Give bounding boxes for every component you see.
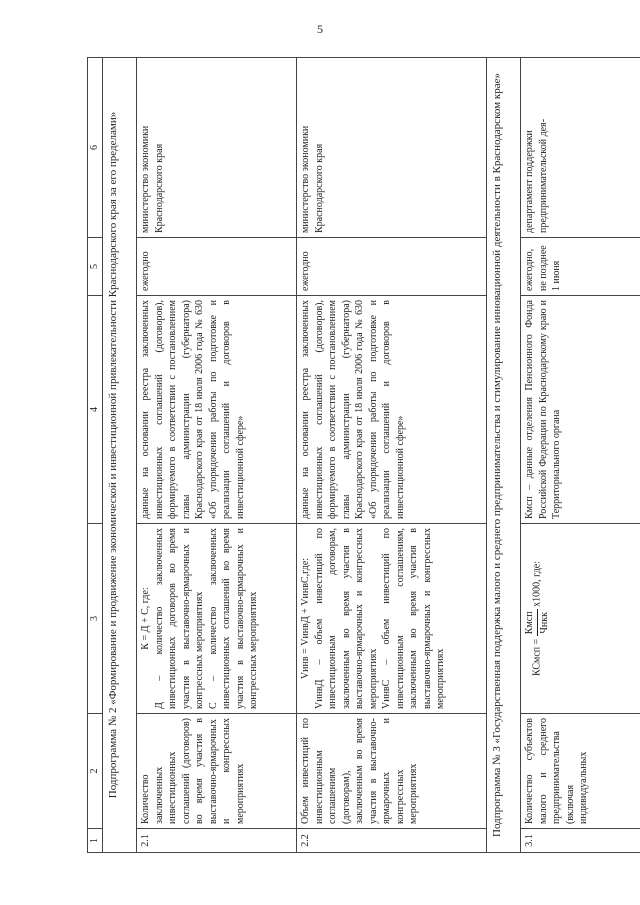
formula-rhs: x1000, где: (531, 560, 543, 607)
indicator-name: Объем инвестиций по инвестиционным соглашениям (договорам), заключенным во время участия в выставочно-ярмарочных и конгрессных мероприятиях (297, 714, 487, 829)
formula: К = Д + С, где: (140, 587, 151, 650)
table-row (297, 58, 487, 853)
formula-cell (137, 524, 297, 714)
indicator-name: Количество заключенных инвестиционных соглашений (договоров) во время участия в выставочно-ярмарочных и конгрессных мероприятиях (137, 714, 297, 829)
formula-cell (297, 524, 487, 714)
responsible: министерство экономики Краснодарского края (297, 58, 487, 238)
data-source: данные на основании реестра заключенных инвестиционных соглашений (договоров), формируемого в соответствии с постановлением главы администрации (губернатора) Краснодарского края от 18 июля 2006 года № 630 «Об упорядочении работы по подготовке и реализации соглашений и договоров в инвестиционной сфере» (137, 296, 297, 524)
rotated-table-wrapper (87, 58, 640, 853)
periodicity: ежегодно, не позднее 1 июня (521, 238, 640, 296)
data-source: данные на основании реестра заключенных инвестиционных соглашений (договоров), формируемого в соответствии с постановлением главы администрации (губернатора) Краснодарского края от 18 июля 2006 года № 630 «Об упорядочении работы по подготовке и реализации соглашений и договоров в инвестиционной сфере» (297, 296, 487, 524)
row-number: 2.2 (297, 829, 487, 853)
responsible: департамент поддержки предпринимательской дея- (521, 58, 640, 238)
row-number: 2.1 (137, 829, 297, 853)
indicator-name: Количество субъектов малого и среднего предпринимательства (включая индивидуальных (521, 714, 640, 829)
section-title: Подпрограмма № 2 «Формирование и продвижение экономической и инвестиционной привлекательности Краснодарского края за его пределами» (103, 58, 137, 853)
responsible: министерство экономики Краснодарского края (137, 58, 297, 238)
formula-fraction (523, 609, 551, 636)
formula-cell (521, 524, 640, 714)
formula-description: VинвД – объем инвестиций по инвестиционным договорам, заключенным во время участия в выставочно-ярмарочных и конгрессных мероприятиях (313, 528, 379, 709)
section-row (103, 58, 137, 853)
data-source: Кмсп – данные отделения Пенсионного Фонда Российской Федерации по Краснодарскому краю и Территориального органа (521, 296, 640, 524)
section-title: Подпрограмма № 3 «Государственная поддержка малого и среднего предпринимательства и стимулирование инновационной деятельности в Краснодарском крае» (487, 58, 521, 853)
table-row (521, 58, 640, 853)
formula: Vинв = VинвД + VинвС,где: (300, 557, 311, 680)
indicators-table (87, 57, 640, 853)
header-row (88, 58, 103, 853)
formula-description: С – количество заключенных инвестиционных соглашений во время участия в выставочно-ярмарочных и конгрессных мероприятиях (207, 528, 259, 709)
formula-description: Д – количество заключенных инвестиционных договоров во время участия в выставочно-ярмарочных и конгрессных мероприятиях (153, 528, 205, 709)
table-row (137, 58, 297, 853)
periodicity: ежегодно (137, 238, 297, 296)
section-row (487, 58, 521, 853)
header-cell: 6 (88, 58, 103, 238)
header-cell: 4 (88, 296, 103, 524)
periodicity: ежегодно (297, 238, 487, 296)
formula-description: VинвС – объем инвестиций по инвестиционным соглашениям, заключенным во время участия в выставочно-ярмарочных и конгрессных мероприятиях (381, 528, 446, 709)
page-number: 5 (317, 22, 323, 36)
row-number: 3.1 (521, 829, 640, 853)
formula-denominator: Чнкк (538, 612, 550, 634)
header-cell: 1 (88, 829, 103, 853)
header-cell: 3 (88, 524, 103, 714)
header-cell: 5 (88, 238, 103, 296)
formula-numerator: Кмсп (523, 609, 538, 636)
header-cell: 2 (88, 714, 103, 829)
formula-lhs: КСмсп = (531, 638, 543, 677)
